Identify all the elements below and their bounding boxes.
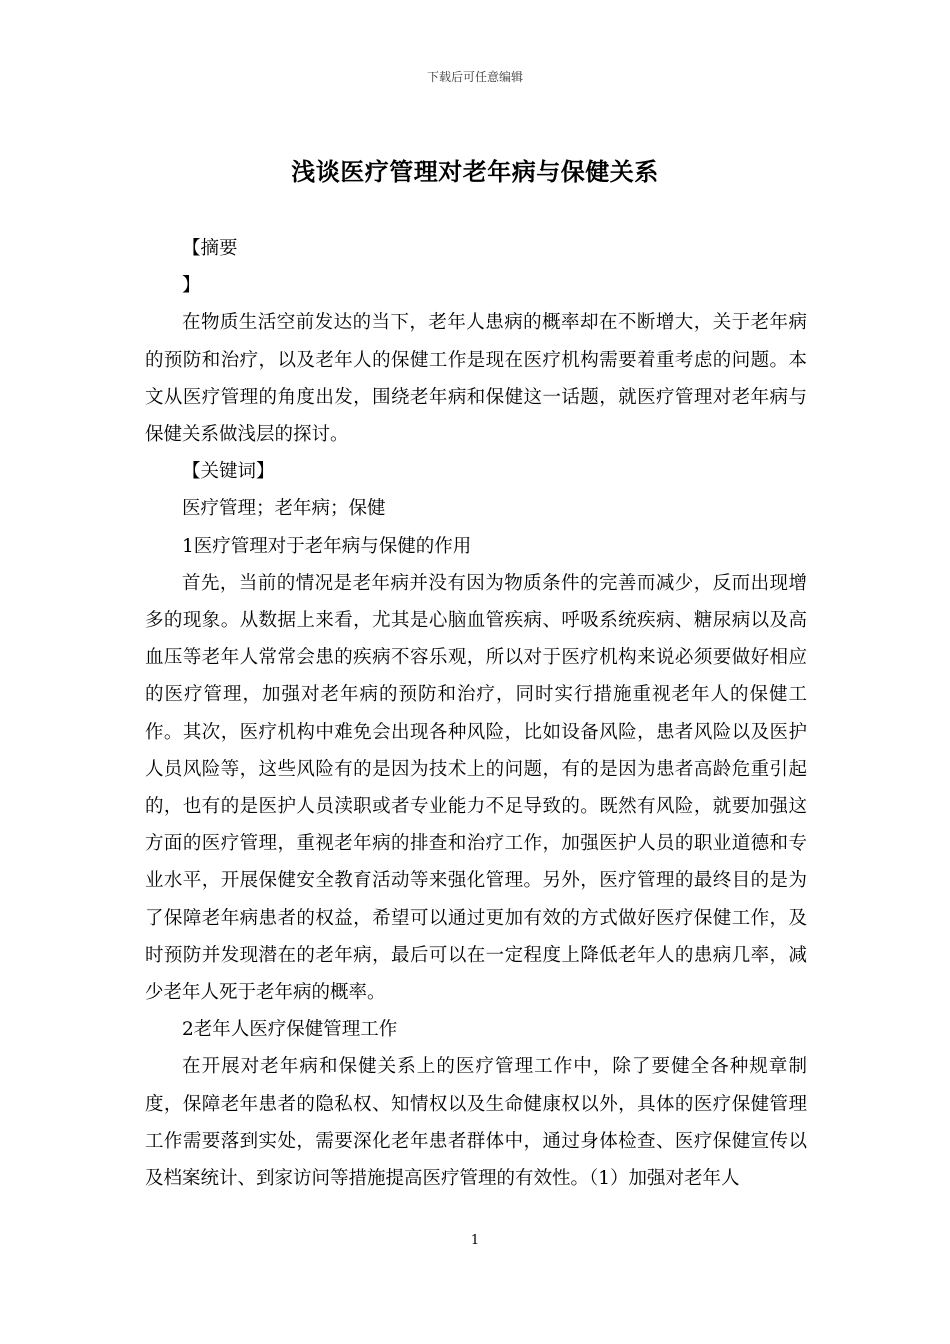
- header-note: 下载后可任意编辑: [426, 70, 523, 84]
- section-2-heading: 2老年人医疗保健管理工作: [182, 1019, 398, 1041]
- document-body: [145, 230, 807, 1197]
- page-number: 1: [470, 1233, 480, 1248]
- keywords-heading: 【关键词】: [182, 461, 275, 483]
- section-1-paragraph: 首先，当前的情况是老年病并没有因为物质条件的完善而减少，反而出现增多的现象。从数据上来看，尤其是心脑血管疾病、呼吸系统疾病、糖尿病以及高血压等老年人常常会患的疾病不容乐观，所以对于医疗机构来说必须要做好相应的医疗管理，加强对老年病的预防和治疗，同时实行措施重视老年人的保健工作。其次，医疗机构中难免会出现各种风险，比如设备风险，患者风险以及医护人员风险等，这些风险有的是因为技术上的问题，有的是因为患者高龄危重引起的，也有的是医护人员渎职或者专业能力不足导致的。既然有风险，就要加强这方面的医疗管理，重视老年病的排查和治疗工作，加强医护人员的职业道德和专业水平，开展保健安全教育活动等来强化管理。另外，医疗管理的最终目的是为了保障老年病患者的权益，希望可以通过更加有效的方式做好医疗保健工作，及时预防并发现潜在的老年病，最后可以在一定程度上降低老年人的患病几率，减少老年人死于老年病的概率。: [145, 572, 807, 1004]
- section-2-paragraph: 在开展对老年病和保健关系上的医疗管理工作中，除了要健全各种规章制度，保障老年患者的隐私权、知情权以及生命健康权以外，具体的医疗保健管理工作需要落到实处，需要深化老年患者群体中，通过身体检查、医疗保健宣传以及档案统计、到家访问等措施提高医疗管理的有效性。（1）加强对老年人: [145, 1056, 807, 1190]
- keywords-paragraph: 医疗管理；老年病；保健: [182, 498, 386, 520]
- abstract-paragraph: 在物质生活空前发达的当下，老年人患病的概率却在不断增大，关于老年病的预防和治疗，以及老年人的保健工作是现在医疗机构需要着重考虑的问题。本文从医疗管理的角度出发，围绕老年病和保健这一话题，就医疗管理对老年病与保健关系做浅层的探讨。: [145, 312, 807, 446]
- abstract-heading-close: 】: [182, 275, 201, 297]
- page-title: 浅谈医疗管理对老年病与保健关系: [291, 158, 659, 186]
- section-1-heading: 1医疗管理对于老年病与保健的作用: [182, 535, 472, 557]
- abstract-heading-open: 【摘要: [182, 238, 238, 259]
